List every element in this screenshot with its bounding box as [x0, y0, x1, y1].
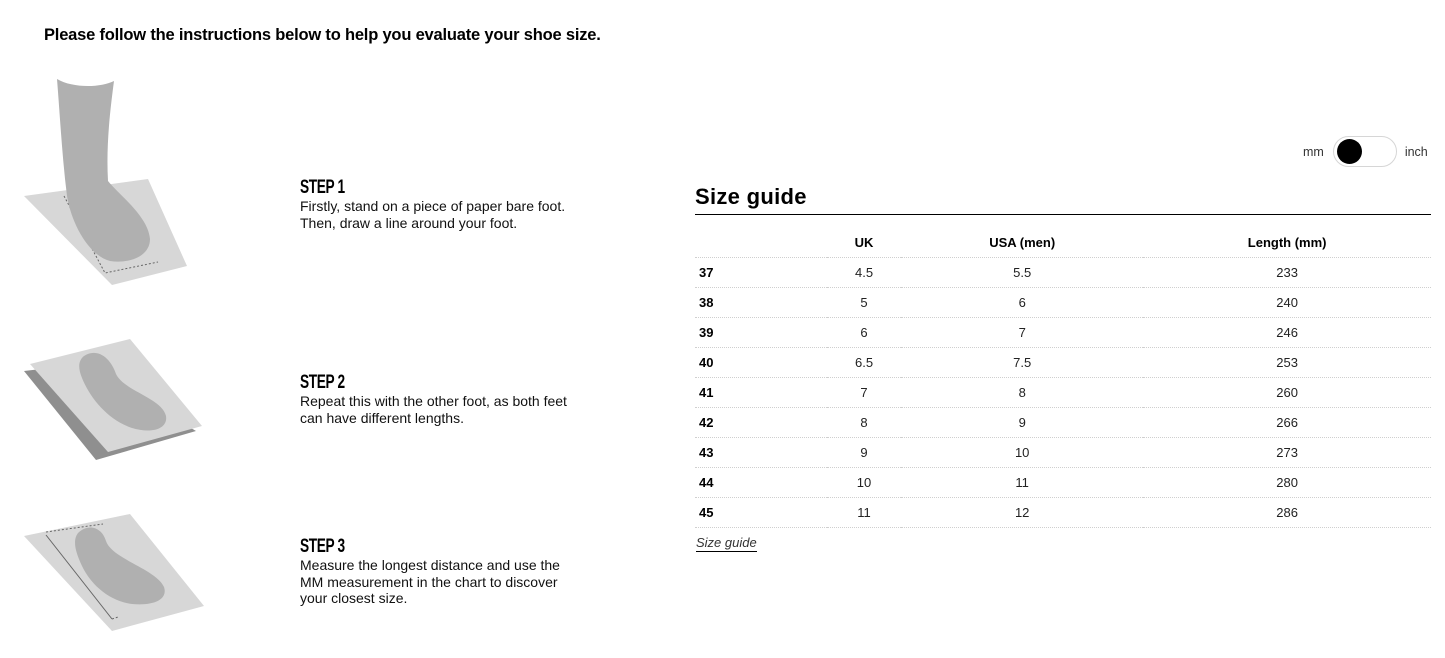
cell-length: 286: [1143, 498, 1431, 528]
cell-eu: 44: [695, 468, 827, 498]
cell-length: 253: [1143, 348, 1431, 378]
table-header-row: [695, 228, 1431, 258]
step-3-text: Measure the longest distance and use the MM measurement in the chart to discover your closest size.: [300, 557, 560, 606]
cell-eu: 38: [695, 288, 827, 318]
cell-usa: 5.5: [901, 258, 1143, 288]
size-table: [695, 228, 1431, 528]
cell-uk: 6.5: [827, 348, 901, 378]
cell-usa: 7.5: [901, 348, 1143, 378]
cell-usa: 7: [901, 318, 1143, 348]
step-1-title: STEP 1: [300, 177, 345, 198]
cell-eu: 40: [695, 348, 827, 378]
col-header-uk: UK: [854, 235, 874, 250]
cell-usa: 6: [901, 288, 1143, 318]
cell-uk: 6: [827, 318, 901, 348]
cell-uk: 7: [827, 378, 901, 408]
table-row: [695, 288, 1431, 318]
cell-eu: 43: [695, 438, 827, 468]
step-1: [300, 178, 600, 231]
cell-eu: 42: [695, 408, 827, 438]
cell-length: 246: [1143, 318, 1431, 348]
table-row: [695, 258, 1431, 288]
table-row: [695, 408, 1431, 438]
measured-footprint-icon: [20, 511, 210, 635]
foot-on-paper-icon: [20, 76, 195, 288]
cell-usa: 11: [901, 468, 1143, 498]
step-2: [300, 373, 600, 426]
cell-length: 240: [1143, 288, 1431, 318]
cell-uk: 10: [827, 468, 901, 498]
cell-length: 233: [1143, 258, 1431, 288]
cell-uk: 11: [827, 498, 901, 528]
instructions-heading: Please follow the instructions below to help you evaluate your shoe size.: [44, 26, 601, 44]
cell-eu: 45: [695, 498, 827, 528]
cell-usa: 10: [901, 438, 1143, 468]
switch-knob: [1337, 139, 1362, 164]
step-3: [300, 537, 600, 607]
cell-uk: 4.5: [827, 258, 901, 288]
col-header-eu: [695, 228, 827, 258]
title-divider: [695, 214, 1431, 215]
cell-length: 273: [1143, 438, 1431, 468]
size-guide-link[interactable]: Size guide: [696, 535, 757, 550]
cell-uk: 5: [827, 288, 901, 318]
unit-inch-label[interactable]: inch: [1404, 144, 1428, 159]
cell-uk: 9: [827, 438, 901, 468]
unit-switch[interactable]: [1333, 136, 1397, 167]
cell-usa: 8: [901, 378, 1143, 408]
cell-length: 266: [1143, 408, 1431, 438]
cell-eu: 37: [695, 258, 827, 288]
cell-usa: 12: [901, 498, 1143, 528]
footprint-on-papers-icon: [20, 336, 205, 464]
cell-length: 260: [1143, 378, 1431, 408]
cell-uk: 8: [827, 408, 901, 438]
step-1-text: Firstly, stand on a piece of paper bare foot. Then, draw a line around your foot.: [300, 198, 566, 231]
table-row: [695, 318, 1431, 348]
cell-usa: 9: [901, 408, 1143, 438]
step-3-title: STEP 3: [300, 536, 345, 557]
cell-eu: 41: [695, 378, 827, 408]
unit-mm-label[interactable]: mm: [1303, 144, 1324, 159]
cell-eu: 39: [695, 318, 827, 348]
unit-toggle: [1303, 136, 1428, 167]
table-row: [695, 378, 1431, 408]
step-2-title: STEP 2: [300, 372, 345, 393]
size-guide-title: Size guide: [695, 184, 807, 209]
table-row: [695, 348, 1431, 378]
table-row: [695, 498, 1431, 528]
table-row: [695, 468, 1431, 498]
step-2-text: Repeat this with the other foot, as both feet can have different lengths.: [300, 393, 567, 426]
col-header-usa: USA (men): [989, 235, 1056, 250]
col-header-length: Length (mm): [1247, 235, 1327, 250]
cell-length: 280: [1143, 468, 1431, 498]
table-row: [695, 438, 1431, 468]
